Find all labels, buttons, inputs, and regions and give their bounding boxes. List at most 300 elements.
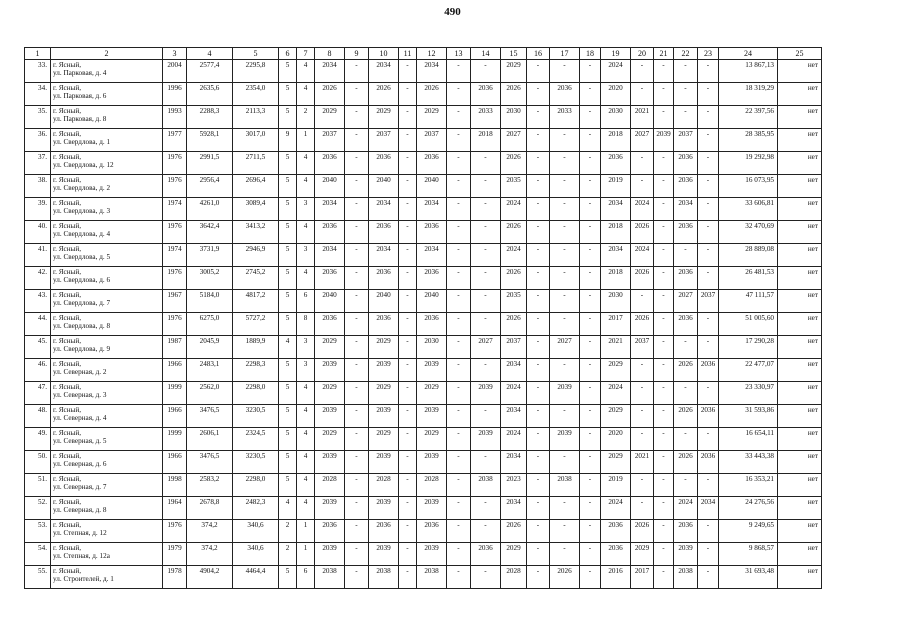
table-cell: 2038 <box>315 566 345 589</box>
table-cell: - <box>471 60 501 83</box>
table-cell: - <box>471 520 501 543</box>
table-cell: 33 443,38 <box>719 451 778 474</box>
table-cell: - <box>447 566 471 589</box>
table-cell: - <box>345 175 369 198</box>
table-cell: - <box>698 313 719 336</box>
table-cell: 3413,2 <box>233 221 279 244</box>
table-cell: 2039 <box>471 382 501 405</box>
table-cell: - <box>447 336 471 359</box>
table-cell: 2039 <box>369 543 399 566</box>
table-cell: 16 073,95 <box>719 175 778 198</box>
table-cell: 2027 <box>550 336 580 359</box>
table-cell: 2034 <box>315 60 345 83</box>
table-cell: 1 <box>297 520 315 543</box>
table-cell: 2034 <box>501 497 527 520</box>
table-cell: - <box>654 152 674 175</box>
table-cell: 2029 <box>417 106 447 129</box>
table-cell: 2036 <box>369 520 399 543</box>
table-cell: 2029 <box>315 106 345 129</box>
table-cell: - <box>580 313 601 336</box>
table-cell: - <box>447 451 471 474</box>
table-cell: 5727,2 <box>233 313 279 336</box>
address-street: ул. Свердлова, д. 3 <box>53 207 111 216</box>
table-cell: 2027 <box>501 129 527 152</box>
table-cell: - <box>471 175 501 198</box>
table-cell: 1993 <box>163 106 187 129</box>
table-cell: 5 <box>279 405 297 428</box>
table-cell: 3230,5 <box>233 451 279 474</box>
address-cell <box>51 474 163 497</box>
table-cell: 2028 <box>315 474 345 497</box>
address-cell <box>51 83 163 106</box>
address-street: ул. Свердлова, д. 8 <box>53 322 111 331</box>
table-cell: 2037 <box>501 336 527 359</box>
address-city: г. Ясный, <box>53 383 82 391</box>
table-cell: 374,2 <box>187 520 233 543</box>
table-cell: 2019 <box>601 175 631 198</box>
table-cell: 2039 <box>369 359 399 382</box>
table-cell: 2028 <box>501 566 527 589</box>
table-body <box>25 60 822 589</box>
table-cell: - <box>345 198 369 221</box>
table-cell: - <box>399 497 417 520</box>
table-cell: 2039 <box>417 497 447 520</box>
column-header: 25 <box>778 48 822 60</box>
table-cell: 2034 <box>501 359 527 382</box>
table-cell: - <box>345 152 369 175</box>
table-cell: 2029 <box>369 428 399 451</box>
table-cell: 2030 <box>501 106 527 129</box>
address-street: ул. Северная, д. 4 <box>53 414 107 423</box>
table-cell: - <box>550 129 580 152</box>
table-cell: 2020 <box>601 428 631 451</box>
column-header: 12 <box>417 48 447 60</box>
table-cell: - <box>447 175 471 198</box>
table-cell: 2034 <box>601 198 631 221</box>
table-cell: 2039 <box>315 497 345 520</box>
table-cell: нет <box>778 451 822 474</box>
address-city: г. Ясный, <box>53 245 82 253</box>
table-cell: 2482,3 <box>233 497 279 520</box>
table-cell: 24 276,56 <box>719 497 778 520</box>
column-header: 8 <box>315 48 345 60</box>
table-cell: 22 397,56 <box>719 106 778 129</box>
table-cell: - <box>550 175 580 198</box>
table-cell: 1978 <box>163 566 187 589</box>
table-cell: 2018 <box>471 129 501 152</box>
table-row <box>25 428 822 451</box>
table-cell: 2113,3 <box>233 106 279 129</box>
housing-repair-table <box>24 47 822 589</box>
table-cell: - <box>580 382 601 405</box>
table-cell: - <box>654 451 674 474</box>
table-cell: нет <box>778 152 822 175</box>
table-cell: нет <box>778 83 822 106</box>
table-cell: - <box>399 244 417 267</box>
table-cell: - <box>550 497 580 520</box>
address-city: г. Ясный, <box>53 314 82 322</box>
table-cell: 2024 <box>501 198 527 221</box>
table-cell: 340,6 <box>233 543 279 566</box>
table-cell: - <box>527 106 550 129</box>
table-cell: 2039 <box>315 543 345 566</box>
table-cell: - <box>527 497 550 520</box>
table-cell: 2024 <box>601 60 631 83</box>
table-cell: - <box>471 451 501 474</box>
table-cell: - <box>631 83 654 106</box>
table-cell: 2024 <box>601 497 631 520</box>
table-cell: - <box>631 359 654 382</box>
address-cell <box>51 106 163 129</box>
table-cell: 2040 <box>417 290 447 313</box>
table-cell: 2029 <box>417 428 447 451</box>
table-cell: - <box>550 198 580 221</box>
address-street: ул. Строителей, д. 1 <box>53 575 114 584</box>
table-cell: - <box>471 313 501 336</box>
table-cell: - <box>654 474 674 497</box>
table-cell: 340,6 <box>233 520 279 543</box>
table-cell: 2026 <box>369 83 399 106</box>
table-cell: - <box>527 566 550 589</box>
address-cell <box>51 543 163 566</box>
address-city: г. Ясный, <box>53 176 82 184</box>
table-cell: 2036 <box>674 520 698 543</box>
row-number: 34. <box>25 83 51 106</box>
table-cell: - <box>550 244 580 267</box>
table-cell: 2017 <box>631 566 654 589</box>
table-cell: 5 <box>279 566 297 589</box>
row-number: 54. <box>25 543 51 566</box>
table-cell: 18 319,29 <box>719 83 778 106</box>
table-cell: 2026 <box>631 520 654 543</box>
row-number: 53. <box>25 520 51 543</box>
table-cell: 23 330,97 <box>719 382 778 405</box>
table-cell: 2678,8 <box>187 497 233 520</box>
table-cell: 3089,4 <box>233 198 279 221</box>
table-cell: 2029 <box>601 405 631 428</box>
row-number: 42. <box>25 267 51 290</box>
table-cell: 2020 <box>601 83 631 106</box>
table-cell: - <box>471 198 501 221</box>
table-cell: - <box>399 129 417 152</box>
table-cell: 2035 <box>501 290 527 313</box>
table-cell: 3731,9 <box>187 244 233 267</box>
table-cell: 4 <box>297 60 315 83</box>
table-cell: - <box>527 267 550 290</box>
table-cell: 33 606,81 <box>719 198 778 221</box>
table-cell: 2029 <box>369 382 399 405</box>
table-cell: - <box>580 60 601 83</box>
column-header: 10 <box>369 48 399 60</box>
table-cell: 2034 <box>369 60 399 83</box>
table-cell: 2036 <box>550 83 580 106</box>
table-cell: 2036 <box>315 152 345 175</box>
table-cell: - <box>580 106 601 129</box>
address-street: ул. Парковая, д. 6 <box>53 92 107 101</box>
table-cell: 28 889,08 <box>719 244 778 267</box>
table-cell: 2 <box>297 106 315 129</box>
table-cell: 2037 <box>417 129 447 152</box>
table-row <box>25 336 822 359</box>
table-cell: 2029 <box>601 359 631 382</box>
table-cell: 2039 <box>369 451 399 474</box>
table-cell: 2034 <box>369 244 399 267</box>
table-cell: 2021 <box>631 106 654 129</box>
table-cell: 2036 <box>315 267 345 290</box>
table-cell: - <box>580 428 601 451</box>
table-cell: 2635,6 <box>187 83 233 106</box>
table-cell: 2039 <box>315 405 345 428</box>
table-cell: - <box>580 290 601 313</box>
address-street: ул. Парковая, д. 4 <box>53 69 107 78</box>
table-cell: 2030 <box>601 290 631 313</box>
table-cell: - <box>698 336 719 359</box>
table-cell: 5 <box>279 244 297 267</box>
table-cell: - <box>631 290 654 313</box>
address-street: ул. Северная, д. 5 <box>53 437 107 446</box>
table-cell: - <box>674 382 698 405</box>
row-number: 45. <box>25 336 51 359</box>
table-cell: 1 <box>297 129 315 152</box>
table-cell: - <box>580 175 601 198</box>
table-cell: 1976 <box>163 221 187 244</box>
table-cell: 2034 <box>501 405 527 428</box>
table-cell: - <box>527 244 550 267</box>
table-cell: - <box>345 359 369 382</box>
table-cell: 1996 <box>163 83 187 106</box>
table-cell: - <box>527 428 550 451</box>
table-cell: - <box>631 428 654 451</box>
column-header: 23 <box>698 48 719 60</box>
table-cell: 5 <box>279 428 297 451</box>
row-number: 35. <box>25 106 51 129</box>
table-cell: 2026 <box>631 221 654 244</box>
table-cell: 2039 <box>369 497 399 520</box>
table-cell: 5 <box>279 382 297 405</box>
table-cell: 2036 <box>601 543 631 566</box>
table-cell: - <box>580 198 601 221</box>
table-cell: 4 <box>297 451 315 474</box>
table-cell: нет <box>778 60 822 83</box>
column-header: 22 <box>674 48 698 60</box>
column-header: 3 <box>163 48 187 60</box>
page-number: 490 <box>444 6 461 18</box>
table-cell: 13 867,13 <box>719 60 778 83</box>
column-header: 9 <box>345 48 369 60</box>
table-cell: - <box>580 474 601 497</box>
table-cell: 2036 <box>674 175 698 198</box>
table-cell: нет <box>778 106 822 129</box>
table-cell: - <box>399 106 417 129</box>
table-cell: - <box>447 60 471 83</box>
table-cell: - <box>580 359 601 382</box>
table-cell: 2696,4 <box>233 175 279 198</box>
table-cell: 3 <box>297 336 315 359</box>
address-city: г. Ясный, <box>53 498 82 506</box>
table-cell: 3642,4 <box>187 221 233 244</box>
table-cell: 9 868,57 <box>719 543 778 566</box>
table-cell: 3230,5 <box>233 405 279 428</box>
table-cell: - <box>527 152 550 175</box>
table-cell: - <box>399 382 417 405</box>
table-cell: 2038 <box>674 566 698 589</box>
table-cell: 2036 <box>674 221 698 244</box>
row-number: 41. <box>25 244 51 267</box>
table-cell: - <box>447 244 471 267</box>
table-cell: 2040 <box>315 290 345 313</box>
table-row <box>25 359 822 382</box>
table-cell: 2034 <box>417 60 447 83</box>
row-number: 47. <box>25 382 51 405</box>
table-cell: 4817,2 <box>233 290 279 313</box>
table-cell: - <box>447 106 471 129</box>
table-cell: 2045,9 <box>187 336 233 359</box>
address-cell <box>51 198 163 221</box>
table-cell: 5184,0 <box>187 290 233 313</box>
address-cell <box>51 152 163 175</box>
table-cell: - <box>527 129 550 152</box>
table-cell: 1966 <box>163 451 187 474</box>
address-city: г. Ясный, <box>53 268 82 276</box>
table-cell: - <box>580 152 601 175</box>
table-cell: - <box>399 359 417 382</box>
table-cell: 6275,0 <box>187 313 233 336</box>
table-cell: - <box>698 474 719 497</box>
table-cell: 1977 <box>163 129 187 152</box>
table-cell: - <box>631 405 654 428</box>
table-cell: 2298,3 <box>233 359 279 382</box>
table-cell: нет <box>778 267 822 290</box>
table-cell: - <box>447 83 471 106</box>
table-cell: - <box>631 382 654 405</box>
table-cell: 9 249,65 <box>719 520 778 543</box>
address-city: г. Ясный, <box>53 61 82 69</box>
table-cell: 31 693,48 <box>719 566 778 589</box>
table-cell: 2037 <box>315 129 345 152</box>
table-cell: 32 470,69 <box>719 221 778 244</box>
table-cell: - <box>345 336 369 359</box>
address-street: ул. Свердлова, д. 2 <box>53 184 111 193</box>
table-row <box>25 520 822 543</box>
table-cell: - <box>698 382 719 405</box>
table-cell: - <box>580 543 601 566</box>
address-cell <box>51 290 163 313</box>
table-cell: - <box>527 520 550 543</box>
table-cell: - <box>654 497 674 520</box>
table-cell: - <box>580 244 601 267</box>
table-cell: 2036 <box>417 313 447 336</box>
table-cell: 2036 <box>471 83 501 106</box>
table-cell: 2026 <box>315 83 345 106</box>
table-cell: - <box>550 405 580 428</box>
table-cell: - <box>698 152 719 175</box>
address-cell <box>51 497 163 520</box>
table-cell: 5 <box>279 106 297 129</box>
table-cell: - <box>631 60 654 83</box>
table-cell: 2034 <box>315 198 345 221</box>
table-cell: 2036 <box>417 221 447 244</box>
table-cell: 2034 <box>601 244 631 267</box>
table-cell: 2030 <box>417 336 447 359</box>
table-row <box>25 382 822 405</box>
column-header: 19 <box>601 48 631 60</box>
table-cell: - <box>345 382 369 405</box>
table-cell: - <box>345 290 369 313</box>
table-row <box>25 474 822 497</box>
column-header: 18 <box>580 48 601 60</box>
table-cell: 2040 <box>369 290 399 313</box>
table-cell: 3017,0 <box>233 129 279 152</box>
table-cell: - <box>527 290 550 313</box>
table-cell: - <box>447 497 471 520</box>
table-cell: - <box>345 83 369 106</box>
row-number: 52. <box>25 497 51 520</box>
table-cell: - <box>345 428 369 451</box>
table-cell: 5 <box>279 451 297 474</box>
table-cell: 1976 <box>163 520 187 543</box>
table-cell: 2745,2 <box>233 267 279 290</box>
table-cell: - <box>674 428 698 451</box>
table-row <box>25 290 822 313</box>
table-cell: - <box>345 520 369 543</box>
address-city: г. Ясный, <box>53 222 82 230</box>
table-cell: - <box>674 336 698 359</box>
table-cell: - <box>698 244 719 267</box>
table-cell: 2026 <box>417 83 447 106</box>
table-cell: 2956,4 <box>187 175 233 198</box>
table-cell: 2023 <box>501 474 527 497</box>
table-cell: 2039 <box>550 428 580 451</box>
table-cell: 2034 <box>417 244 447 267</box>
table-cell: - <box>654 221 674 244</box>
address-city: г. Ясный, <box>53 337 82 345</box>
column-header: 1 <box>25 48 51 60</box>
table-cell: - <box>399 198 417 221</box>
table-cell: 2295,8 <box>233 60 279 83</box>
table-cell: 2024 <box>631 244 654 267</box>
address-street: ул. Свердлова, д. 9 <box>53 345 111 354</box>
address-cell <box>51 244 163 267</box>
table-cell: нет <box>778 175 822 198</box>
table-cell: - <box>447 428 471 451</box>
table-cell: 5 <box>279 474 297 497</box>
table-cell: 2036 <box>369 152 399 175</box>
table-cell: - <box>580 267 601 290</box>
table-cell: 2039 <box>417 543 447 566</box>
table-cell: - <box>471 152 501 175</box>
table-cell: - <box>345 267 369 290</box>
table-cell: 2577,4 <box>187 60 233 83</box>
table-cell: - <box>447 267 471 290</box>
table-cell: 2026 <box>501 520 527 543</box>
table-cell: 2298,0 <box>233 474 279 497</box>
address-street: ул. Степная, д. 12 <box>53 529 107 538</box>
table-cell: - <box>447 359 471 382</box>
table-cell: 4 <box>279 336 297 359</box>
address-cell <box>51 520 163 543</box>
table-cell: 2026 <box>674 359 698 382</box>
address-street: ул. Северная, д. 2 <box>53 368 107 377</box>
table-cell: 2028 <box>417 474 447 497</box>
column-header: 13 <box>447 48 471 60</box>
table-cell: - <box>471 359 501 382</box>
row-number: 44. <box>25 313 51 336</box>
table-cell: - <box>527 451 550 474</box>
table-cell: 3 <box>297 198 315 221</box>
table-cell: 2036 <box>601 152 631 175</box>
table-cell: - <box>654 428 674 451</box>
table-cell: - <box>471 290 501 313</box>
